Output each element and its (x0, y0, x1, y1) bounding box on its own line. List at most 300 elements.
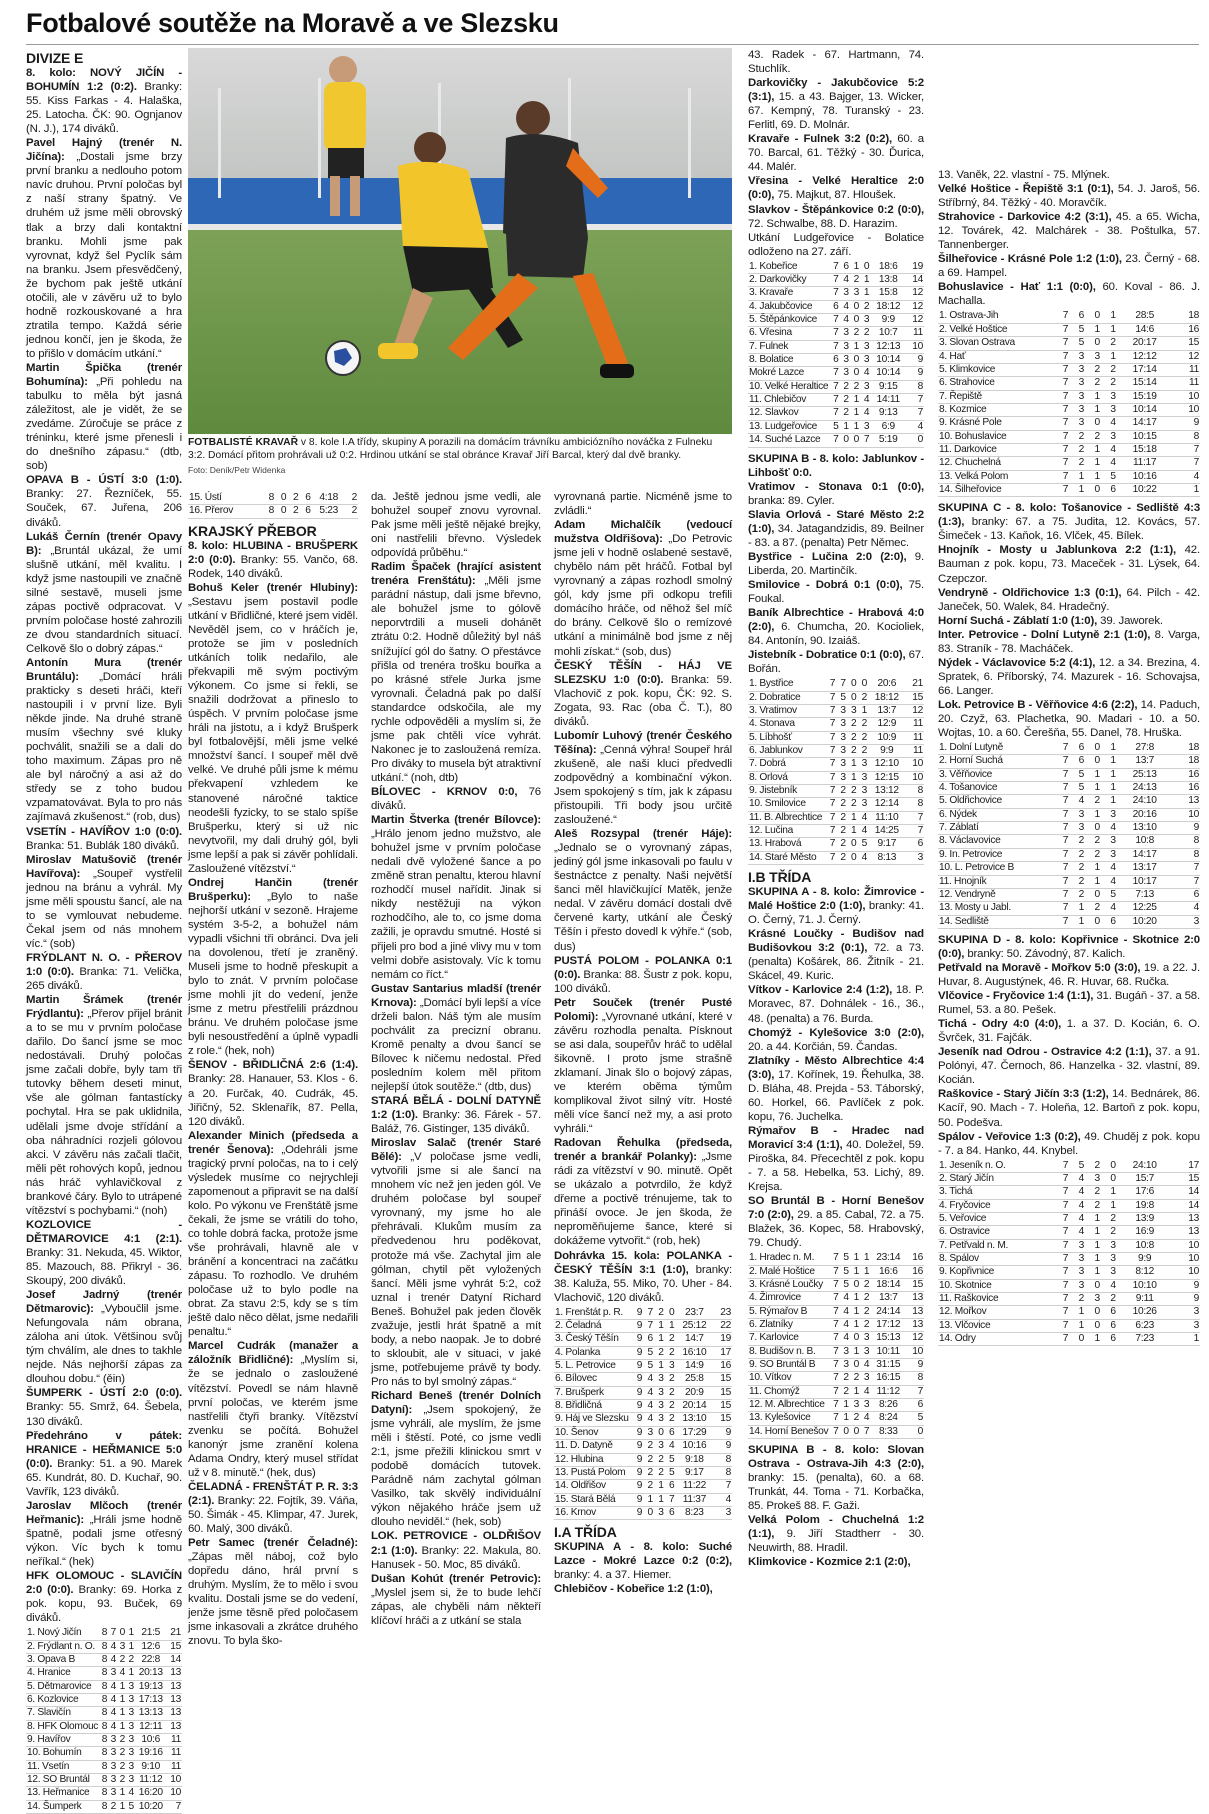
stat-cell: 7 (906, 394, 924, 407)
table-row (938, 755, 1200, 768)
stat-cell: 4 (108, 1680, 117, 1693)
team-name-cell: 4. Stonava (748, 718, 825, 731)
stat-cell: 31:15 (870, 1359, 906, 1372)
stat-cell: 5 (643, 1346, 654, 1359)
stat-cell: 13 (906, 1305, 924, 1318)
stat-cell: 7 (825, 678, 836, 691)
stat-cell: 1 (1173, 483, 1200, 496)
stat-cell: 1 (654, 1493, 665, 1506)
stat-cell: 0 (850, 1332, 860, 1345)
stat-cell: 0 (847, 838, 858, 851)
stat-cell: 3 (850, 1399, 860, 1412)
stat-cell: 7 (1053, 337, 1069, 350)
stat-cell: 16 (906, 1252, 924, 1265)
stat-cell: 7 (1053, 742, 1069, 755)
stat-cell: 1 (1101, 768, 1117, 781)
stat-cell: 3 (1069, 822, 1085, 835)
stat-cell: 3 (1101, 835, 1117, 848)
stat-cell: 4 (1173, 470, 1200, 483)
stat-cell: 3 (1101, 403, 1117, 416)
stat-cell: 3 (108, 1760, 117, 1773)
stat-cell: 18:12 (870, 300, 906, 313)
stat-cell: 11:22 (675, 1480, 713, 1493)
paragraph-lead: Lukáš Černín (trenér Opavy B): (26, 530, 182, 557)
paragraph-text: „Odehráli jsme tragický první poločas, na to i celý výsledek musíme co nejrychleji zapomenout a připravit se na další kolo. Po výkonu ve Frenštátě jsme čekali, že jsme se vrátili do toho, co tohle dobrá facka, protože jsme vše prohrávali, hlavně ale v bránění a koncentraci na začátku zápasu. To rozhodlo. Ve druhém poločase už to bylo podle na obrat. Za stavu 2:5, kdy se s tím ještě dalo něco dělat, jsme nedařili penaltu.“ (188, 1143, 358, 1339)
stat-cell: 6 (1069, 742, 1085, 755)
stat-cell: 6 (1069, 310, 1085, 323)
stat-cell: 7 (829, 407, 839, 420)
paragraph-lead: Hnojník - Mosty u Jablunkova 2:2 (1:1), (938, 544, 1177, 557)
table-row (938, 1160, 1200, 1173)
team-name-cell: 10. Smilovice (748, 798, 825, 811)
stat-cell: 3 (857, 771, 868, 784)
stat-cell: 2 (643, 1480, 654, 1493)
paragraph (938, 698, 1200, 740)
stat-cell: 12 (906, 1332, 924, 1345)
stat-cell: 2 (1069, 848, 1085, 861)
stat-cell: 3 (126, 1707, 135, 1720)
stat-cell: 7 (829, 274, 839, 287)
paragraph (748, 1513, 924, 1555)
stat-cell: 15 (906, 1278, 924, 1291)
team-name-cell: 13. Vlčovice (938, 1319, 1053, 1332)
paragraph (554, 1249, 732, 1305)
paragraph-lead: Dohrávka 15. kola: POLANKA - ČESKÝ TĚŠÍN 3:1 (1:0), (554, 1249, 732, 1276)
article-krajsky-prebor-cont (371, 490, 541, 1628)
team-name-cell: 12. Chuchelná (938, 457, 1053, 470)
paragraph-lead: Smilovice - Dobrá 0:1 (0:0), (748, 578, 903, 591)
stat-cell: 3 (713, 1506, 732, 1519)
paragraph-lead: Kravaře - Fulnek 3:2 (0:2), (748, 133, 892, 146)
stat-cell: 3 (836, 758, 847, 771)
stat-cell: 15 (1173, 337, 1200, 350)
stat-cell: 4 (1069, 1172, 1085, 1185)
stat-cell: 7 (906, 1385, 924, 1398)
stat-cell: 18:6 (870, 261, 906, 274)
stat-cell: 4 (860, 1359, 870, 1372)
stat-cell: 13:17 (1117, 862, 1173, 875)
stat-cell: 2 (847, 731, 858, 744)
team-name-cell: 2. Frýdlant n. O. (26, 1640, 99, 1653)
paragraph (748, 1054, 924, 1124)
paragraph-lead: VSETÍN - HAVÍŘOV 1:0 (0:0). (26, 825, 182, 838)
stat-cell: 1 (840, 1399, 850, 1412)
table-row (748, 798, 924, 811)
stat-cell: 0 (847, 851, 858, 864)
stat-cell: 3 (857, 758, 868, 771)
paragraph-lead: SKUPINA A - 8. kolo: Žimrovice - Malé Hoštice 2:0 (1:0), (748, 886, 924, 913)
stat-cell: 10:14 (870, 367, 906, 380)
paragraph (26, 1499, 182, 1569)
paragraph (938, 614, 1200, 628)
team-name-cell: 2. Horní Suchá (938, 755, 1053, 768)
team-name-cell: 5. Dětmarovice (26, 1680, 99, 1693)
stat-cell: 0 (850, 367, 860, 380)
stat-cell: 2 (850, 274, 860, 287)
paragraph-lead: Nýdek - Václavovice 5:2 (4:1), (938, 656, 1096, 669)
stat-cell: 3 (108, 1773, 117, 1786)
stat-cell: 3 (860, 380, 870, 393)
stat-cell: 5 (1069, 768, 1085, 781)
paragraph-text: 60. a 70. Barcal, 61. Těžký - 30. Ďurica, 44. Malér. (748, 133, 924, 174)
stat-cell: 9 (632, 1413, 643, 1426)
stat-cell: 19:13 (135, 1680, 167, 1693)
stat-cell: 13 (167, 1667, 183, 1680)
stat-cell: 1 (857, 704, 868, 717)
table-row (938, 1333, 1200, 1346)
stat-cell: 20:16 (1117, 808, 1173, 821)
stat-cell: 11 (167, 1733, 183, 1746)
stat-cell: 1 (1101, 755, 1117, 768)
stat-cell: 9 (632, 1466, 643, 1479)
stat-cell: 4 (1101, 417, 1117, 430)
stat-cell: 6 (1101, 1333, 1117, 1346)
stat-cell: 7 (1053, 782, 1069, 795)
paragraph-text: 76 diváků. (371, 785, 541, 813)
team-name-cell: 3. Vratimov (748, 704, 825, 717)
stat-cell: 8:13 (868, 851, 906, 864)
team-name-cell: 7. Karlovice (748, 1332, 829, 1345)
stat-cell: 0 (840, 1425, 850, 1438)
paragraph-text: 60. Koval - 86. J. Machalla. (938, 281, 1200, 308)
paragraph-lead: Krásné Loučky - Budišov nad Budišovkou 3:2 (0:1), (748, 928, 924, 955)
paragraph-lead: Slavkov - Štěpánkovice 0:2 (0:0), (748, 203, 924, 216)
stat-cell: 3 (860, 1372, 870, 1385)
stat-cell: 2 (1101, 337, 1117, 350)
stat-cell: 1 (1085, 1239, 1101, 1252)
paragraph-text: 49. Chuděj z pok. kopu - 7. a 84. Hanko, 44. Knybel. (938, 1130, 1200, 1157)
stat-cell: 2 (643, 1440, 654, 1453)
stat-cell: 7 (1053, 363, 1069, 376)
team-name-cell: 4. Hranice (26, 1667, 99, 1680)
table-row (748, 261, 924, 274)
stat-cell: 3 (857, 798, 868, 811)
stat-cell: 1 (1085, 1226, 1101, 1239)
table-row (748, 1292, 924, 1305)
table-row (938, 430, 1200, 443)
team-name-cell: 10. Bohumín (26, 1747, 99, 1760)
stat-cell: 7 (1053, 768, 1069, 781)
team-name-cell: 12. Slavkov (748, 407, 829, 420)
stat-cell: 5:23 (312, 505, 346, 518)
stat-cell: 0 (654, 1426, 665, 1439)
team-name-cell: 5. Veřovice (938, 1213, 1053, 1226)
stat-cell: 1 (1101, 1186, 1117, 1199)
team-name-cell: 14. Šumperk (26, 1800, 99, 1813)
table-row (26, 1733, 182, 1746)
stat-cell: 1 (1101, 350, 1117, 363)
stat-cell: 7 (1053, 1186, 1069, 1199)
team-name-cell: 13. Kylešovice (748, 1412, 829, 1425)
stat-cell: 25:8 (675, 1373, 713, 1386)
stat-cell: 7 (1053, 1333, 1069, 1346)
table-row (748, 811, 924, 824)
paragraph-text: „Zápas měl náboj, což bylo dopředu dáno, hrál první s druhým. Myslím, že to mělo i svou kvalitu. Dostali jsme se do vedení, jenže jsme těsně před poločasem jsme inkasovali a zkrátce druhého znovu. To byla ško- (188, 1551, 358, 1648)
team-name-cell: 7. Dobrá (748, 758, 825, 771)
table-row (554, 1506, 732, 1519)
stat-cell: 9 (632, 1307, 643, 1320)
stat-cell: 21 (906, 678, 924, 691)
stat-cell: 16:20 (135, 1787, 167, 1800)
paragraph-lead: OPAVA B - ÚSTÍ 3:0 (1:0). (26, 474, 182, 487)
stat-cell: 4 (860, 1412, 870, 1425)
stat-cell: 7 (829, 394, 839, 407)
stat-cell: 17:12 (870, 1319, 906, 1332)
stat-cell: 1 (850, 407, 860, 420)
team-name-cell: 12. SO Bruntál (26, 1773, 99, 1786)
stat-cell: 9:18 (675, 1453, 713, 1466)
paragraph (26, 993, 182, 1218)
stat-cell: 3 (117, 1640, 126, 1653)
stat-cell: 4 (840, 1292, 850, 1305)
stat-cell: 0 (857, 678, 868, 691)
stat-cell: 7 (829, 1425, 839, 1438)
team-name-cell: 3. Krásné Loučky (748, 1278, 829, 1291)
stat-cell: 13 (906, 1319, 924, 1332)
stat-cell: 3 (850, 287, 860, 300)
team-name-cell: 4. Tošanovice (938, 782, 1053, 795)
paragraph-text: Branky: 27. Řezníček, 55. Souček, 67. Juřena, 206 diváků. (26, 488, 182, 529)
stat-cell: 7 (1053, 902, 1069, 915)
stat-cell: 7 (860, 434, 870, 447)
stat-cell: 0 (643, 1506, 654, 1519)
stat-cell: 3 (860, 1332, 870, 1345)
stat-cell: 1 (1101, 1199, 1117, 1212)
table-row (554, 1333, 732, 1346)
stat-cell: 3 (836, 718, 847, 731)
paragraph (938, 586, 1200, 614)
paragraph (188, 1058, 358, 1128)
stat-cell: 6 (829, 354, 839, 367)
paragraph (554, 659, 732, 729)
stat-cell: 9 (632, 1440, 643, 1453)
stat-cell: 7 (1053, 403, 1069, 416)
paragraph-lead: Radovan Řehulka (předseda, trenér a brankář Polanky): (554, 1137, 732, 1164)
stat-cell: 27:8 (1117, 742, 1173, 755)
stat-cell: 24:13 (1117, 782, 1173, 795)
paragraph-text: branky: 4. a 37. Hiemer. (554, 1569, 672, 1582)
table-row (748, 314, 924, 327)
stat-cell: 10 (1173, 1239, 1200, 1252)
paragraph (938, 1087, 1200, 1129)
stat-cell: 10:7 (870, 327, 906, 340)
paragraph-text: 54. J. Jaroš, 56. Stříbrný, 84. Těžký - 40. Moravčík. (938, 183, 1201, 210)
stat-cell: 7 (825, 811, 836, 824)
stat-cell: 15:7 (1117, 1172, 1173, 1185)
team-name-cell: 6. Jablunkov (748, 744, 825, 757)
table-row (748, 1385, 924, 1398)
stat-cell: 9:10 (135, 1760, 167, 1773)
stat-cell: 3 (1069, 1279, 1085, 1292)
paragraph (938, 656, 1200, 698)
table-row (554, 1373, 732, 1386)
team-name-cell: 10. Velké Heraltice (749, 380, 829, 392)
stat-cell: 10:8 (1117, 835, 1173, 848)
table-row (938, 915, 1200, 928)
table-row (554, 1413, 732, 1426)
paragraph (371, 813, 541, 982)
stat-cell: 0 (847, 678, 858, 691)
stat-cell: 24:10 (1117, 795, 1173, 808)
paragraph (554, 1540, 732, 1582)
stat-cell: 3 (1069, 350, 1085, 363)
column-ib-trida (938, 168, 1200, 1683)
table-row (554, 1440, 732, 1453)
stat-cell: 17 (1173, 1160, 1200, 1173)
paragraph-lead: Lubomír Luhový (trenér Českého Těšína): (554, 729, 732, 756)
stat-cell: 9:9 (870, 314, 906, 327)
stat-cell: 2 (665, 1400, 676, 1413)
stat-cell: 2 (860, 1319, 870, 1332)
stat-cell: 7 (1053, 1266, 1069, 1279)
stat-cell: 2 (1085, 377, 1101, 390)
stat-cell: 3 (860, 420, 870, 433)
stat-cell: 3 (1101, 1239, 1117, 1252)
team-name-cell: 6. Ostravice (938, 1226, 1053, 1239)
stat-cell: 4 (1101, 862, 1117, 875)
paragraph-lead: Martin Štverka (trenér Bílovce): (371, 814, 541, 827)
stat-cell: 3 (1101, 848, 1117, 861)
stat-cell: 1 (117, 1720, 126, 1733)
stat-cell: 7 (1053, 1293, 1069, 1306)
table-row (938, 835, 1200, 848)
stat-cell: 1 (847, 825, 858, 838)
stat-cell: 7 (825, 785, 836, 798)
stat-cell: 1 (860, 1265, 870, 1278)
stat-cell: 7 (825, 744, 836, 757)
stat-cell: 3 (1069, 1266, 1085, 1279)
paragraph-lead: Pavel Hajný (trenér N. Jičína): (26, 137, 182, 164)
stat-cell: 7 (643, 1320, 654, 1333)
stat-cell: 8 (906, 798, 924, 811)
paragraph-text: „Hráli jsme hodně špatně, podali jsme otřesný výkon. Víc bych k tomu neříkal.“ (hek) (26, 1513, 182, 1568)
stat-cell: 1 (117, 1693, 126, 1706)
stat-cell: 9:17 (675, 1466, 713, 1479)
stat-cell: 28:5 (1117, 310, 1173, 323)
stat-cell: 6 (643, 1333, 654, 1346)
stat-cell: 8 (713, 1466, 732, 1479)
team-name-cell: 1. Ostrava-Jih (938, 310, 1053, 323)
stat-cell: 0 (850, 1278, 860, 1291)
stat-cell: 2 (1101, 363, 1117, 376)
paragraph-lead: Jeseník nad Odrou - Ostravice 4:2 (1:1), (938, 1046, 1152, 1059)
stat-cell: 9 (632, 1386, 643, 1399)
stat-cell: 1 (1085, 403, 1101, 416)
stat-cell: 7 (1053, 1199, 1069, 1212)
paragraph-lead: Ondrej Hančin (trenér Brušperku): (188, 876, 358, 903)
stat-cell: 4 (840, 1319, 850, 1332)
table-row (748, 785, 924, 798)
stat-cell: 11 (1173, 363, 1200, 376)
stat-cell: 10:11 (870, 1345, 906, 1358)
stat-cell: 7 (1053, 377, 1069, 390)
paragraph-lead: Baník Albrechtice - Hrabová 4:0 (2:0), (748, 607, 924, 634)
stat-cell: 0 (1085, 1306, 1101, 1319)
stat-cell: 16:10 (675, 1346, 713, 1359)
stat-cell: 7 (1053, 1279, 1069, 1292)
section-heading: KRAJSKÝ PŘEBOR (188, 522, 317, 539)
stat-cell: 1 (850, 394, 860, 407)
stat-cell: 9:17 (868, 838, 906, 851)
stat-cell: 3 (836, 771, 847, 784)
stat-cell: 2 (836, 785, 847, 798)
stat-cell: 1 (850, 1292, 860, 1305)
paragraph-lead: Vřesina - Velké Heraltice 2:0 (0:0), (748, 175, 924, 202)
stat-cell: 6 (1101, 1306, 1117, 1319)
team-name-cell: 7. Fulnek (748, 340, 829, 353)
section-heading: DIVIZE E (26, 50, 84, 66)
stat-cell: 8 (906, 380, 924, 393)
stat-cell: 14:9 (675, 1360, 713, 1373)
team-name-cell: 5. Rýmařov B (748, 1305, 829, 1318)
paragraph-lead: ŠUMPERK - ÚSTÍ 2:0 (0:0). (26, 1387, 182, 1400)
paragraph (748, 885, 924, 927)
table-row (748, 838, 924, 851)
stat-cell: 7 (1053, 755, 1069, 768)
stat-cell: 1 (126, 1667, 135, 1680)
stat-cell: 7 (825, 838, 836, 851)
stat-cell: 3 (836, 744, 847, 757)
stat-cell: 11:17 (1117, 457, 1173, 470)
stat-cell: 8 (713, 1453, 732, 1466)
stat-cell: 18 (1173, 310, 1200, 323)
paragraph (748, 927, 924, 983)
paragraph-text: „Jsme rádi za vítězství v 90. minutě. Opět se ukázalo a potvrdilo, že když dřeme a poctivě trénujeme, tak to přináší ovoce. Je jen škoda, že neproměňujeme šance, které si dokážeme vytvořit.“ (rob, hek) (554, 1151, 732, 1248)
team-name-cell: 10. Skotnice (938, 1279, 1053, 1292)
stat-cell: 1 (654, 1333, 665, 1346)
stat-cell: 3 (654, 1386, 665, 1399)
team-name-cell: 10. Šenov (554, 1426, 632, 1439)
photo-credit: Foto: Deník/Petr Widenka (188, 465, 286, 475)
table-row (554, 1320, 732, 1333)
stat-cell: 7 (1053, 1160, 1069, 1173)
stat-cell: 9 (1173, 1279, 1200, 1292)
stat-cell: 3 (665, 1360, 676, 1373)
stat-cell: 4 (1101, 1279, 1117, 1292)
stat-cell: 2 (1085, 1199, 1101, 1212)
stat-cell: 8 (99, 1627, 108, 1640)
stat-cell: 4 (108, 1653, 117, 1666)
paragraph-text: branky: 38. Kaluža, 55. Miko, 70. Uher - 84. Vlachovič, 120 diváků. (554, 1263, 732, 1304)
team-name-cell: 4. Hať (938, 350, 1053, 363)
paragraph-lead: Adam Michalčík (vedoucí mužstva Oldřišova): (554, 519, 732, 546)
stat-cell: 10:16 (675, 1440, 713, 1453)
team-name-cell: 6. Bílovec (554, 1373, 632, 1386)
stat-cell: 9 (632, 1360, 643, 1373)
table-row (938, 310, 1200, 323)
stat-cell: 3 (1085, 350, 1101, 363)
paragraph (26, 951, 182, 993)
team-name-cell: 11. Chomýž (748, 1385, 829, 1398)
paragraph (748, 983, 924, 1025)
stat-cell: 4 (860, 367, 870, 380)
table-row (938, 875, 1200, 888)
article-ia-trida-start (554, 1524, 732, 1596)
stat-cell: 2 (1085, 848, 1101, 861)
stat-cell: 9 (632, 1400, 643, 1413)
stat-cell: 2 (860, 1292, 870, 1305)
team-name-cell: 6. Strahovice (938, 377, 1053, 390)
team-name-cell: 12. Vendryně (938, 888, 1053, 901)
stat-cell: 1 (1101, 795, 1117, 808)
stat-cell: 8 (906, 785, 924, 798)
paragraph-text: „Do Petrovic jsme jeli v hodně oslabené sestavě, chybělo nám pět hráčů. Fotbal byl vyrovnaný a zápas rozhodl smolný gól, kdy jsme při odkopu trefili domácího hráče, od něhož šel míč do brány. Celkově šlo o remízové utkání a minimálně bod jsme z něj mohli získat.“ (sob, dus) (554, 533, 732, 658)
stat-cell: 3 (847, 704, 858, 717)
team-name-cell: Mokré Lazce (748, 367, 829, 380)
caption-text: v 8. kole I.A třídy, skupiny A porazili na domácím trávníku ambiciózního nováčka z Fulneku 3:2. Domácí přitom prohrávali už 0:2. Hrdinou utkání se stal obránce Kravař Jiří Barcal, který dal dvě branky. (188, 437, 713, 461)
stat-cell: 0 (1085, 1319, 1101, 1332)
paragraph-lead: Aleš Rozsypal (trenér Háje): (554, 828, 732, 841)
